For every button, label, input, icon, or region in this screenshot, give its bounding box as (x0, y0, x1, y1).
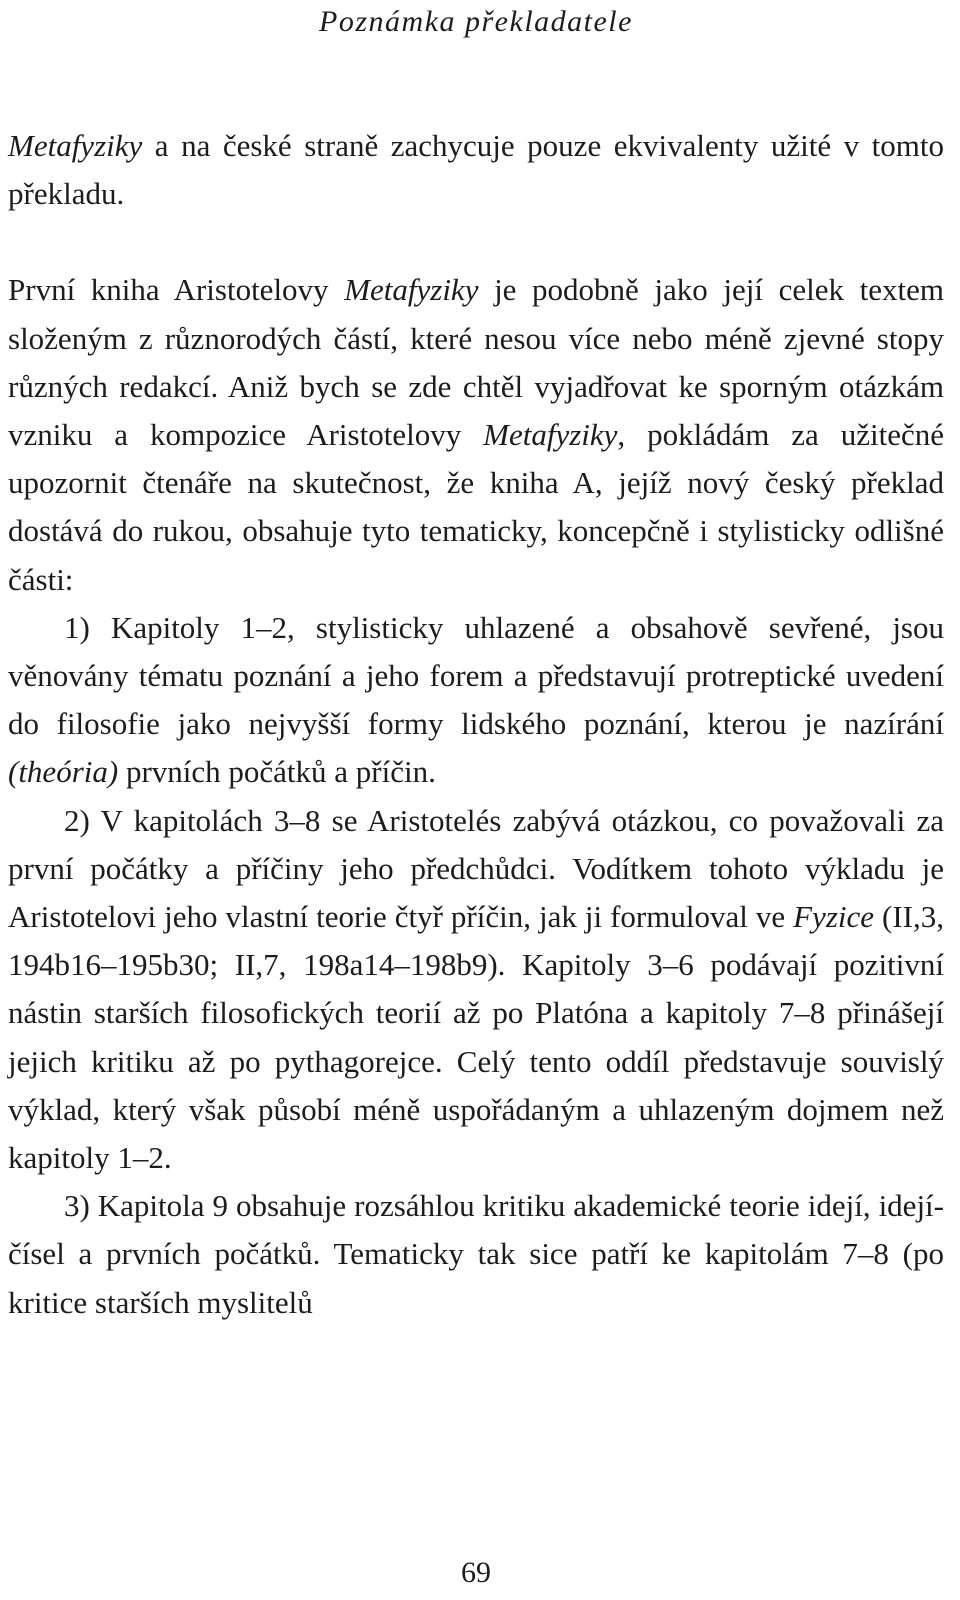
text-run: (II,3, 194b16–195b30; II,7, 198a14–198b9). Kapitoly 3–6 podávají pozitivní nástin starších filosofických teorií až po Platóna a kapitoly 7–8 přinášejí jejich kritiku až po pythagorejce. Celý tento oddíl představuje souvislý výklad, který však působí méně uspořádaným a uhlazeným dojmem než kapitoly 1–2. (8, 899, 944, 1176)
text-run: 3) Kapitola 9 obsahuje rozsáhlou kritiku akademické teorie idejí, idejí-čísel a prvních počátků. Tematicky tak sice patří ke kapitolám 7–8 (po kritice starších myslitelů (8, 1188, 944, 1320)
text-italic: (theória) (8, 754, 119, 790)
text-run: , pokládám za užitečné upozornit čtenáře na skutečnost, že kniha A, jejíž nový český překlad dostává do rukou, obsahuje tyto tematicky, koncepčně i stylisticky odlišné části: (8, 417, 944, 597)
text-italic: Metafyziky (483, 417, 618, 453)
text-run: První kniha Aristotelovy (8, 272, 345, 308)
paragraph (8, 1182, 944, 1327)
text-italic: Metafyziky (344, 272, 479, 308)
running-head: Poznámka překladatele (319, 5, 633, 38)
text-run: prvních počátků a příčin. (118, 754, 436, 790)
text-italic: Fyzice (793, 899, 875, 935)
text-run: je podobně jako její celek textem složeným z různorodých částí, které nesou více nebo méně zjevné stopy různých redakcí. Aniž bych se zde chtěl vyjadřovat ke sporným otázkám vzniku a kompozice Aristotelovy (8, 272, 944, 453)
paragraph (8, 604, 944, 797)
text-run: a na české straně zachycuje pouze ekvivalenty užité v tomto překladu. (8, 128, 944, 212)
text-run: 1) Kapitoly 1–2, stylisticky uhlazené a obsahově sevřené, jsou věnovány tématu poznání a jeho forem a představují protreptické uvedení do filosofie jako nejvyšší formy lidského poznání, kterou je nazírání (8, 609, 944, 742)
paragraph (8, 122, 944, 218)
page-number: 69 (461, 1556, 491, 1589)
paragraph (8, 266, 944, 603)
text-italic: Metafyziky (8, 128, 143, 163)
paragraph (8, 797, 944, 1183)
book-page (8, 0, 944, 1600)
body-text (8, 122, 944, 1327)
text-run: 2) V kapitolách 3–8 se Aristotelés zabývá otázkou, co považovali za první počátky a příčiny jeho předchůdci. Vodítkem tohoto výkladu je Aristotelovi jeho vlastní teorie čtyř příčin, jak ji formuloval ve (8, 802, 944, 935)
